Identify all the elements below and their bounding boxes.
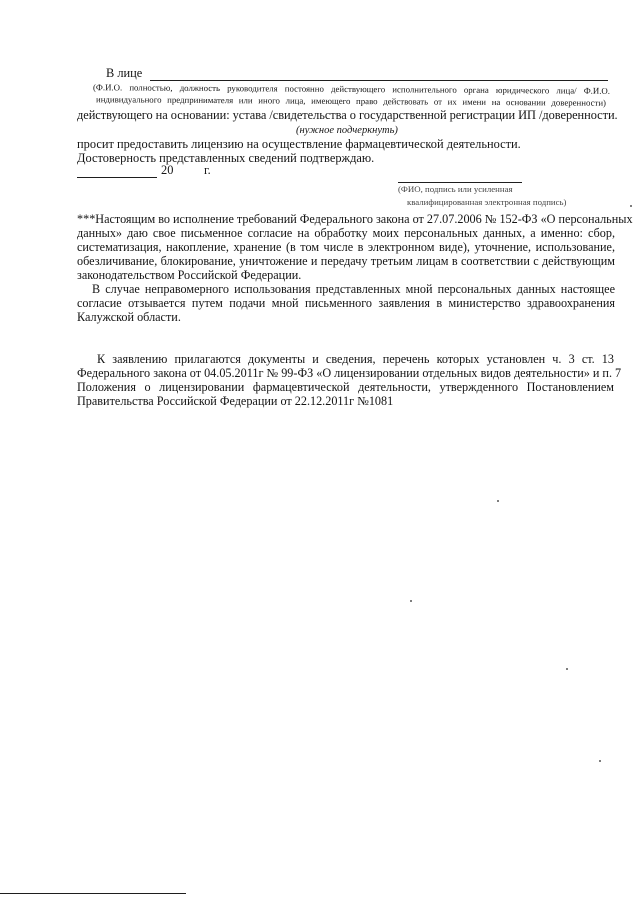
signature-caption-line-2: квалифицированная электронная подпись): [407, 197, 567, 207]
misuse-line-3: Калужской области.: [77, 310, 181, 324]
scan-speck: [599, 760, 601, 762]
signature-caption-line-1: (ФИО, подпись или усиленная: [398, 184, 513, 194]
scan-speck: [497, 500, 499, 502]
scan-speck: [410, 600, 412, 602]
consent-line-4: обезличивание, блокирование, уничтожение и передачу третьим лицам в соответствии с действующим: [77, 254, 615, 268]
scan-speck: [630, 205, 632, 207]
scan-speck: [566, 668, 568, 670]
attachments-line-3: Положения о лицензировании фармацевтической деятельности, утвержденного Постановлением: [77, 380, 614, 394]
signature-line: [398, 182, 522, 183]
misuse-line-1: В случае неправомерного использования представленных мной персональных данных настоящее: [92, 282, 615, 296]
fio-caption-line-1: (Ф.И.О. полностью, должность руководителя постоянно действующего исполнительного органа юридического лица/ Ф.И.О.: [92, 82, 611, 96]
request-line: просит предоставить лицензию на осуществление фармацевтической деятельности.: [77, 137, 521, 151]
date-day-month-line: [77, 177, 157, 178]
attachments-line-1: К заявлению прилагаются документы и сведения, перечень которых установлен ч. 3 ст. 13: [97, 352, 614, 366]
v-litse-fill-line: [150, 80, 608, 81]
date-year-prefix: 20: [161, 163, 174, 177]
misuse-line-2: согласие отзывается путем подачи мной письменного заявления в министерство здравоохранения: [77, 296, 615, 310]
consent-line-3: систематизация, накопление, хранение (в том числе в электронном виде), уточнение, использование,: [77, 240, 615, 254]
attachments-line-2: Федерального закона от 04.05.2011г № 99-ФЗ «О лицензировании отдельных видов деятельности» и п. 7: [77, 366, 622, 380]
v-litse-label: В лице: [106, 66, 143, 80]
confirm-line: Достоверность представленных сведений подтверждаю.: [77, 151, 375, 165]
underline-note: (нужное подчеркнуть): [296, 125, 398, 136]
attachments-line-4: Правительства Российской Федерации от 22.12.2011г №1081: [77, 394, 394, 408]
date-year-suffix: г.: [204, 163, 211, 177]
consent-line-1: ***Настоящим во исполнение требований Федерального закона от 27.07.2006 № 152-ФЗ «О персональных: [77, 212, 633, 226]
footnote-separator-line: [0, 893, 186, 894]
fio-caption-line-2: индивидуального предпринимателя или иного лица, имеющего право действовать от их имени на основании доверенности): [95, 94, 607, 108]
consent-line-2: данных» даю свое письменное согласие на обработку моих персональных данных, а именно: сбор,: [77, 226, 615, 240]
consent-line-5: законодательством Российской Федерации.: [77, 268, 302, 282]
basis-line: действующего на основании: устава /свидетельства о государственной регистрации ИП /доверенности.: [77, 108, 618, 122]
